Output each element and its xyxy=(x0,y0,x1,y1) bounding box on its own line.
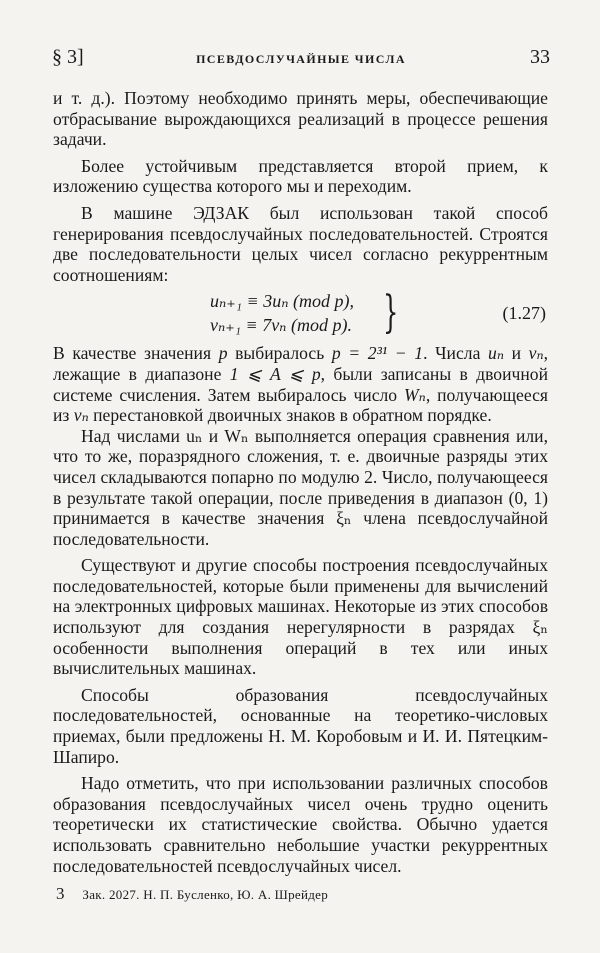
paragraph-4: В качестве значения p выбиралось p = 2³¹ − 1. Числа uₙ и vₙ, лежащие в диапазоне 1 ⩽ A ⩽ p, были записаны в двоичной системе счисления. Затем выбиралось число Wₙ, получающееся из vₙ перестановкой двоичных знаков в обратном порядке. xyxy=(53,343,548,426)
paragraph-2: Более устойчивым представляется второй прием, к изложению существа которого мы и переходим. xyxy=(53,155,548,197)
page-header xyxy=(52,46,550,70)
equation-line-1: uₙ₊₁ ≡ 3uₙ (mod p), xyxy=(210,291,354,312)
equation-1-27 xyxy=(53,289,548,337)
paragraph-7: Способы образования псевдослучайных последовательностей, основанные на теоретико-числовых приемах, были предложены Н. М. Коробовым и И. И. Пятецким-Шапиро. xyxy=(53,684,548,767)
paragraph-5: Над числами uₙ и Wₙ выполняется операция сравнения или, что то же, поразрядного сложения, т. е. двоичные разряды этих чисел складываются попарно по модулю 2. Число, получающееся в результате такой операции, после приведения в диапазон (0, 1) принимается в качестве значения ξₙ члена псевдослучайной последовательности. xyxy=(53,425,548,549)
page-number: 33 xyxy=(530,46,550,68)
printer-footer xyxy=(56,884,328,904)
section-mark: § 3] xyxy=(52,46,84,68)
equation-number: (1.27) xyxy=(502,303,546,324)
running-title: ПСЕВДОСЛУЧАЙНЫЕ ЧИСЛА xyxy=(196,52,406,66)
page-body xyxy=(53,88,548,876)
paragraph-8: Надо отметить, что при использовании различных способов образования псевдослучайных чисел очень трудно оценить теоретически их статистические свойства. Обычно удается использовать сравнительно небольшие участки рекуррентных последовательностей псевдослучайных чисел. xyxy=(53,773,548,876)
paragraph-1: и т. д.). Поэтому необходимо принять меры, обеспечивающие отбрасывание вырождающихся реализаций в процессе решения задачи. xyxy=(53,88,548,150)
equation-line-2: vₙ₊₁ ≡ 7vₙ (mod p). xyxy=(210,315,352,336)
paragraph-6: Существуют и другие способы построения псевдослучайных последовательностей, которые были применены для вычислений на электронных цифровых машинах. Некоторые из этих способов используют для создания нерегулярности в разрядах ξₙ особенности выполнения операций в тех или иных вычислительных машинах. xyxy=(53,555,548,679)
footer-text: Зак. 2027. Н. П. Бусленко, Ю. А. Шрейдер xyxy=(82,887,329,902)
right-brace-icon: } xyxy=(383,287,399,339)
signature-mark: 3 xyxy=(56,884,65,903)
paragraph-3: В машине ЭДЗАК был использован такой способ генерирования псевдослучайных последовательностей. Строятся две последовательности целых чисел согласно рекуррентным соотношениям: xyxy=(53,202,548,285)
